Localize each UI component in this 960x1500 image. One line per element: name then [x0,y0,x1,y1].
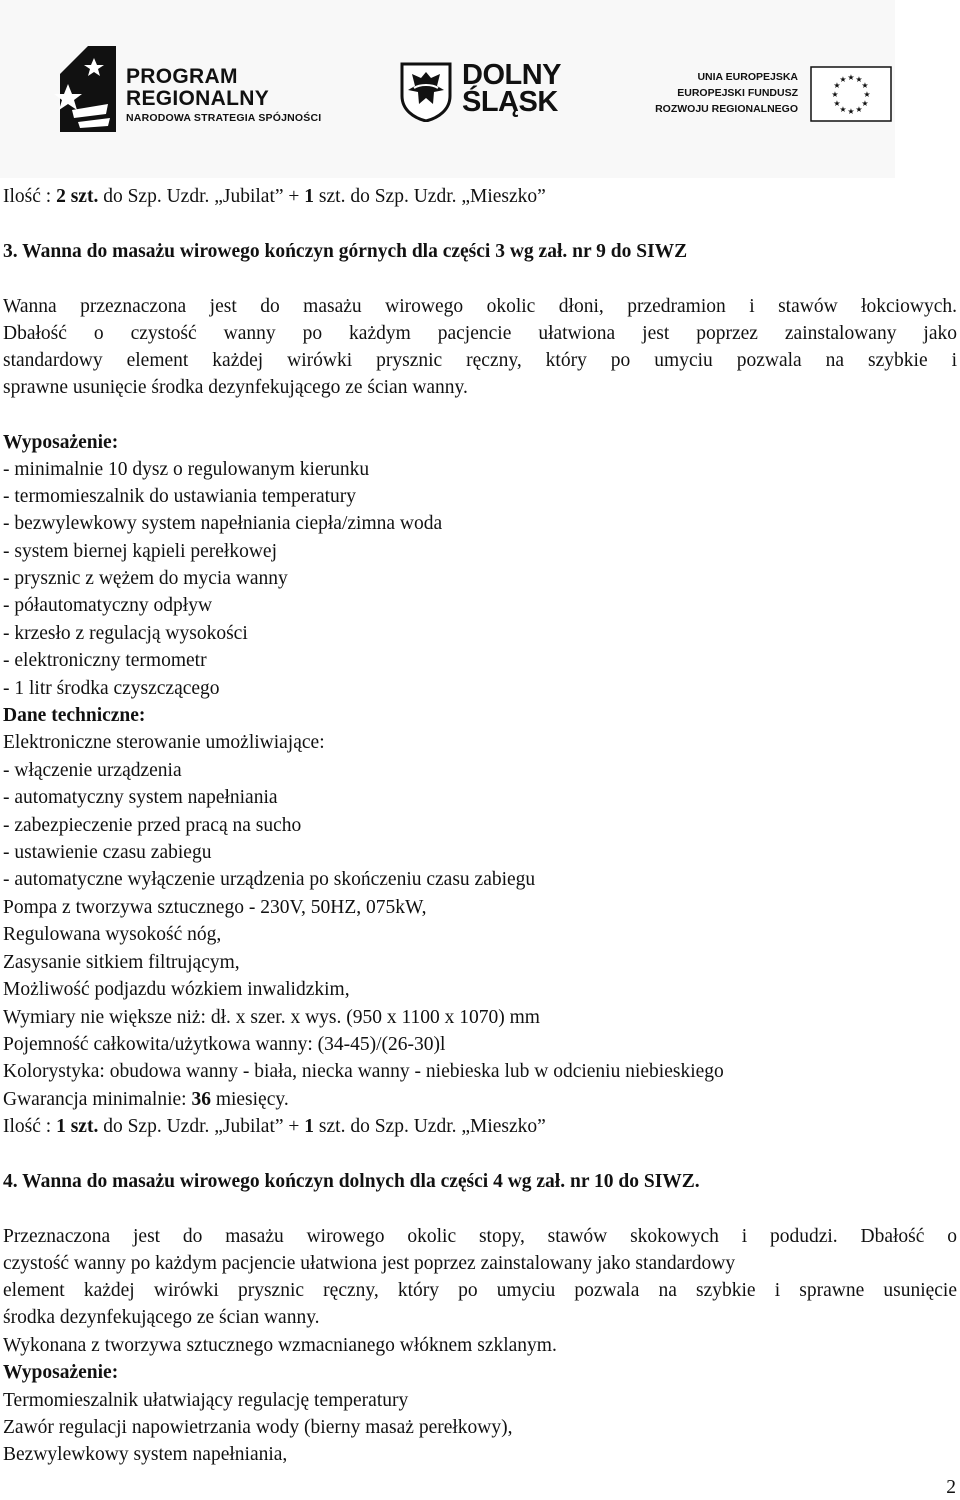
svg-text:★: ★ [861,81,869,90]
tech-item: Wymiary nie większe niż: dł. x szer. x wys. (950 x 1100 x 1070) mm [3,1007,540,1028]
tech-item: Elektroniczne sterowanie umożliwiające: [3,732,325,753]
eu-line2: EUROPEJSKI FUNDUSZ [677,87,798,99]
quantity-line-2 [3,1115,546,1139]
qty-text: do Szp. Uzdr. „Jubilat” + [98,1116,305,1137]
svg-text:★: ★ [855,105,863,114]
region-line1: DOLNY [462,59,561,91]
equipment-item: - termomieszalnik do ustawiania temperatury [3,486,357,507]
section-3-desc-line: Dbałość o czystość wanny po każdym pacjencie ułatwiona jest poprzez zainstalowany jako [3,323,957,344]
qty-label: Ilość : [3,186,57,207]
program-regionalny-emblem-icon [48,44,120,134]
equipment-item: - prysznic z wężem do mycia wanny [3,568,288,589]
program-regionalny-wordmark [126,66,321,126]
qty-label: Ilość : [3,1116,57,1137]
equipment-item: - bezwylewkowy system napełniania ciepła/zimna woda [3,513,443,534]
tech-item: Możliwość podjazdu wózkiem inwalidzkim, [3,979,350,1000]
equipment-item: - minimalnie 10 dysz o regulowanym kierunku [3,459,370,480]
logo-header [0,0,895,178]
section-4-desc-line: Wykonana z tworzywa sztucznego wzmacnianego włóknem szklanym. [3,1335,557,1356]
eu-line3: ROZWOJU REGIONALNEGO [655,103,798,115]
svg-text:★: ★ [861,99,869,108]
qty-value: 2 szt. [56,186,99,207]
dolny-slask-wordmark [462,59,561,118]
warranty-line [3,1088,289,1112]
warranty-value: 36 [191,1089,211,1110]
section-3-heading: 3. Wanna do masażu wirowego kończyn górnych dla części 3 wg zał. nr 9 do SIWZ [3,241,688,262]
section-4-desc-line: element każdej wirówki prysznic ręczny, który po umyciu pozwala na szybkie i sprawne usunięcie [3,1280,957,1301]
tech-item: - automatyczny system napełniania [3,787,278,808]
svg-text:★: ★ [833,81,841,90]
section-3-desc-line: Wanna przeznaczona jest do masażu wirowego okolic dłoni, przedramion i stawów łokciowych. [3,296,957,317]
section-4-desc-line: środka dezynfekującego ze ścian wanny. [3,1307,320,1328]
qty-text-2: szt. do Szp. Uzdr. „Mieszko” [314,186,546,207]
qty-value: 1 szt. [56,1116,99,1137]
svg-text:★: ★ [855,75,863,84]
dolny-slask-logo [400,59,590,122]
qty-value-2: 1 [304,1116,315,1137]
svg-text:★: ★ [847,73,855,82]
eagle-crest-icon [400,62,452,122]
svg-text:★: ★ [833,99,841,108]
tech-item: Kolorystyka: obudowa wanny - biała, niecka wanny - niebieska lub w odcieniu niebieskiego [3,1061,724,1082]
warranty-label: Gwarancja minimalnie: [3,1089,192,1110]
equipment-item: - elektroniczny termometr [3,650,207,671]
equipment-item: - krzesło z regulacją wysokości [3,623,248,644]
eu-line1: UNIA EUROPEJSKA [697,71,798,83]
equipment-item: Bezwylewkowy system napełniania, [3,1444,288,1465]
tech-item: - włączenie urządzenia [3,760,182,781]
section-4-heading: 4. Wanna do masażu wirowego kończyn dolnych dla części 4 wg zał. nr 10 do SIWZ. [3,1171,700,1192]
section-4-desc-line: czystość wanny po każdym pacjencie ułatwiona jest poprzez zainstalowany jako standardowy [3,1253,736,1274]
svg-text:★: ★ [831,90,839,99]
svg-text:★: ★ [847,107,855,116]
eu-wordmark [652,69,798,117]
tech-item: Pompa z tworzywa sztucznego - 230V, 50HZ, 075kW, [3,897,427,918]
program-title-line1: PROGRAM [126,65,238,88]
eu-flag-icon [810,66,892,122]
program-title-line2: REGIONALNY [126,87,270,110]
svg-text:★: ★ [839,105,847,114]
eu-logo [652,66,912,126]
page-number: 2 [946,1477,956,1498]
section-4-equipment-heading: Wyposażenie: [3,1362,119,1383]
tech-item: Pojemność całkowita/użytkowa wanny: (34-45)/(26-30)l [3,1034,446,1055]
tech-item: - zabezpieczenie przed pracą na sucho [3,815,302,836]
svg-text:★: ★ [839,75,847,84]
tech-item: Zasysanie sitkiem filtrującym, [3,952,240,973]
section-3-desc-line: sprawne usunięcie środka dezynfekującego ze ścian wanny. [3,377,468,398]
equipment-item: - 1 litr środka czyszczącego [3,678,220,699]
section-3-tech-heading: Dane techniczne: [3,705,146,726]
warranty-unit: miesięcy. [210,1089,289,1110]
qty-text: do Szp. Uzdr. „Jubilat” + [98,186,305,207]
svg-text:★: ★ [863,90,871,99]
quantity-line-1 [3,185,546,209]
program-subtitle: NARODOWA STRATEGIA SPÓJNOŚCI [126,112,322,124]
region-line2: ŚLĄSK [462,86,558,118]
equipment-item: - system biernej kąpieli perełkowej [3,541,277,562]
equipment-item: Termomieszalnik ułatwiający regulację temperatury [3,1390,409,1411]
equipment-item: - półautomatyczny odpływ [3,595,213,616]
qty-text-2: szt. do Szp. Uzdr. „Mieszko” [314,1116,546,1137]
program-regionalny-logo [48,44,348,144]
tech-item: - automatyczne wyłączenie urządzenia po skończeniu czasu zabiegu [3,869,536,890]
section-3-equipment-heading: Wyposażenie: [3,432,119,453]
tech-item: - ustawienie czasu zabiegu [3,842,212,863]
section-3-desc-line: standardowy element każdej wirówki prysznic ręczny, który po umyciu pozwala na szybkie i [3,350,957,371]
section-4-desc-line: Przeznaczona jest do masażu wirowego okolic stopy, stawów skokowych i podudzi. Dbałość o [3,1226,957,1247]
qty-value-2: 1 [304,186,315,207]
tech-item: Regulowana wysokość nóg, [3,924,222,945]
equipment-item: Zawór regulacji napowietrzania wody (bierny masaż perełkowy), [3,1417,513,1438]
